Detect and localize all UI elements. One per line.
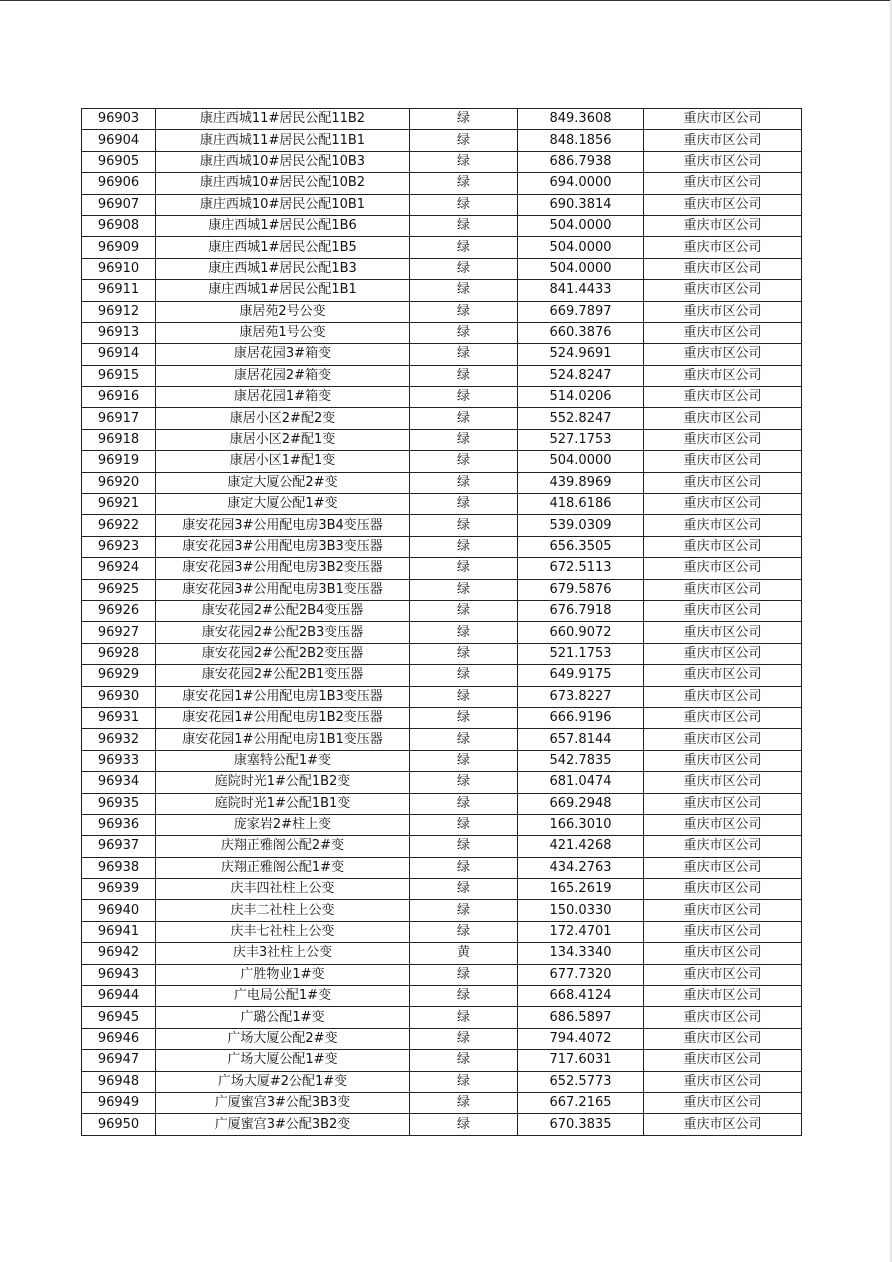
table-row bbox=[82, 579, 802, 600]
cell-company: 重庆市区公司 bbox=[644, 536, 802, 557]
table-row bbox=[82, 109, 802, 130]
cell-color-status: 绿 bbox=[410, 900, 518, 921]
table-row bbox=[82, 814, 802, 835]
cell-id: 96911 bbox=[82, 280, 156, 301]
cell-company: 重庆市区公司 bbox=[644, 836, 802, 857]
cell-value: 841.4433 bbox=[518, 280, 644, 301]
cell-id: 96949 bbox=[82, 1092, 156, 1113]
cell-station-name: 庞家岩2#柱上变 bbox=[156, 814, 410, 835]
cell-id: 96939 bbox=[82, 879, 156, 900]
cell-color-status: 绿 bbox=[410, 836, 518, 857]
cell-station-name: 广胜物业1#变 bbox=[156, 964, 410, 985]
cell-value: 166.3010 bbox=[518, 814, 644, 835]
cell-station-name: 康安花园3#公用配电房3B4变压器 bbox=[156, 515, 410, 536]
cell-color-status: 绿 bbox=[410, 729, 518, 750]
cell-company: 重庆市区公司 bbox=[644, 986, 802, 1007]
cell-color-status: 绿 bbox=[410, 237, 518, 258]
cell-value: 514.0206 bbox=[518, 387, 644, 408]
cell-id: 96923 bbox=[82, 536, 156, 557]
cell-station-name: 康安花园2#公配2B2变压器 bbox=[156, 643, 410, 664]
cell-color-status: 绿 bbox=[410, 109, 518, 130]
cell-value: 504.0000 bbox=[518, 451, 644, 472]
cell-value: 656.3505 bbox=[518, 536, 644, 557]
cell-color-status: 绿 bbox=[410, 451, 518, 472]
cell-id: 96905 bbox=[82, 151, 156, 172]
cell-company: 重庆市区公司 bbox=[644, 921, 802, 942]
table-row bbox=[82, 472, 802, 493]
cell-value: 666.9196 bbox=[518, 707, 644, 728]
cell-station-name: 庭院时光1#公配1B2变 bbox=[156, 772, 410, 793]
cell-company: 重庆市区公司 bbox=[644, 879, 802, 900]
cell-id: 96929 bbox=[82, 665, 156, 686]
table-row bbox=[82, 1007, 802, 1028]
cell-company: 重庆市区公司 bbox=[644, 964, 802, 985]
table-row bbox=[82, 600, 802, 621]
cell-id: 96906 bbox=[82, 173, 156, 194]
cell-company: 重庆市区公司 bbox=[644, 130, 802, 151]
cell-station-name: 庭院时光1#公配1B1变 bbox=[156, 793, 410, 814]
cell-value: 686.5897 bbox=[518, 1007, 644, 1028]
cell-station-name: 庆翔正雅阁公配2#变 bbox=[156, 836, 410, 857]
cell-company: 重庆市区公司 bbox=[644, 451, 802, 472]
cell-color-status: 绿 bbox=[410, 579, 518, 600]
cell-station-name: 广厦蜜宫3#公配3B3变 bbox=[156, 1092, 410, 1113]
cell-value: 694.0000 bbox=[518, 173, 644, 194]
cell-company: 重庆市区公司 bbox=[644, 1028, 802, 1049]
cell-station-name: 庆丰四社柱上公变 bbox=[156, 879, 410, 900]
cell-company: 重庆市区公司 bbox=[644, 793, 802, 814]
cell-station-name: 庆丰七社柱上公变 bbox=[156, 921, 410, 942]
cell-color-status: 绿 bbox=[410, 793, 518, 814]
cell-value: 504.0000 bbox=[518, 258, 644, 279]
cell-color-status: 绿 bbox=[410, 558, 518, 579]
cell-company: 重庆市区公司 bbox=[644, 665, 802, 686]
cell-id: 96932 bbox=[82, 729, 156, 750]
cell-station-name: 康安花园1#公用配电房1B2变压器 bbox=[156, 707, 410, 728]
cell-station-name: 庆丰3社柱上公变 bbox=[156, 943, 410, 964]
cell-color-status: 绿 bbox=[410, 387, 518, 408]
cell-company: 重庆市区公司 bbox=[644, 814, 802, 835]
cell-company: 重庆市区公司 bbox=[644, 173, 802, 194]
cell-color-status: 绿 bbox=[410, 964, 518, 985]
table-row bbox=[82, 494, 802, 515]
cell-id: 96909 bbox=[82, 237, 156, 258]
data-table bbox=[81, 108, 802, 1136]
cell-color-status: 绿 bbox=[410, 1007, 518, 1028]
table-row bbox=[82, 408, 802, 429]
cell-station-name: 康居苑2号公变 bbox=[156, 301, 410, 322]
table-row bbox=[82, 280, 802, 301]
cell-id: 96947 bbox=[82, 1050, 156, 1071]
cell-id: 96930 bbox=[82, 686, 156, 707]
cell-value: 649.9175 bbox=[518, 665, 644, 686]
table-row bbox=[82, 215, 802, 236]
cell-id: 96915 bbox=[82, 365, 156, 386]
cell-station-name: 康安花园2#公配2B4变压器 bbox=[156, 600, 410, 621]
cell-company: 重庆市区公司 bbox=[644, 750, 802, 771]
cell-station-name: 康居小区1#配1变 bbox=[156, 451, 410, 472]
cell-company: 重庆市区公司 bbox=[644, 1007, 802, 1028]
cell-value: 504.0000 bbox=[518, 237, 644, 258]
cell-color-status: 绿 bbox=[410, 194, 518, 215]
cell-value: 521.1753 bbox=[518, 643, 644, 664]
cell-value: 681.0474 bbox=[518, 772, 644, 793]
cell-station-name: 康庄西城1#居民公配1B6 bbox=[156, 215, 410, 236]
cell-value: 669.2948 bbox=[518, 793, 644, 814]
cell-color-status: 绿 bbox=[410, 1071, 518, 1092]
cell-value: 150.0330 bbox=[518, 900, 644, 921]
cell-id: 96903 bbox=[82, 109, 156, 130]
cell-value: 134.3340 bbox=[518, 943, 644, 964]
table-row bbox=[82, 194, 802, 215]
cell-id: 96914 bbox=[82, 344, 156, 365]
cell-value: 690.3814 bbox=[518, 194, 644, 215]
table-row bbox=[82, 836, 802, 857]
cell-color-status: 绿 bbox=[410, 408, 518, 429]
cell-color-status: 绿 bbox=[410, 707, 518, 728]
cell-company: 重庆市区公司 bbox=[644, 686, 802, 707]
cell-company: 重庆市区公司 bbox=[644, 215, 802, 236]
cell-color-status: 绿 bbox=[410, 130, 518, 151]
cell-value: 668.4124 bbox=[518, 986, 644, 1007]
cell-value: 165.2619 bbox=[518, 879, 644, 900]
cell-value: 421.4268 bbox=[518, 836, 644, 857]
cell-company: 重庆市区公司 bbox=[644, 772, 802, 793]
table-row bbox=[82, 1050, 802, 1071]
table-body bbox=[82, 109, 802, 1136]
table-row bbox=[82, 986, 802, 1007]
table-row bbox=[82, 151, 802, 172]
cell-value: 670.3835 bbox=[518, 1114, 644, 1135]
cell-color-status: 绿 bbox=[410, 344, 518, 365]
cell-company: 重庆市区公司 bbox=[644, 301, 802, 322]
cell-color-status: 绿 bbox=[410, 429, 518, 450]
cell-id: 96937 bbox=[82, 836, 156, 857]
cell-station-name: 康安花园3#公用配电房3B3变压器 bbox=[156, 536, 410, 557]
cell-color-status: 绿 bbox=[410, 301, 518, 322]
cell-color-status: 绿 bbox=[410, 622, 518, 643]
cell-station-name: 康居花园1#箱变 bbox=[156, 387, 410, 408]
cell-id: 96925 bbox=[82, 579, 156, 600]
cell-station-name: 康庄西城10#居民公配10B1 bbox=[156, 194, 410, 215]
cell-value: 673.8227 bbox=[518, 686, 644, 707]
cell-company: 重庆市区公司 bbox=[644, 237, 802, 258]
cell-company: 重庆市区公司 bbox=[644, 707, 802, 728]
table-row bbox=[82, 1028, 802, 1049]
cell-company: 重庆市区公司 bbox=[644, 1114, 802, 1135]
cell-company: 重庆市区公司 bbox=[644, 408, 802, 429]
cell-station-name: 康庄西城1#居民公配1B1 bbox=[156, 280, 410, 301]
cell-id: 96922 bbox=[82, 515, 156, 536]
cell-station-name: 康居苑1号公变 bbox=[156, 322, 410, 343]
cell-station-name: 庆丰二社柱上公变 bbox=[156, 900, 410, 921]
cell-company: 重庆市区公司 bbox=[644, 943, 802, 964]
cell-company: 重庆市区公司 bbox=[644, 494, 802, 515]
cell-color-status: 绿 bbox=[410, 600, 518, 621]
cell-id: 96940 bbox=[82, 900, 156, 921]
cell-station-name: 康庄西城11#居民公配11B1 bbox=[156, 130, 410, 151]
cell-station-name: 广场大厦公配2#变 bbox=[156, 1028, 410, 1049]
cell-value: 849.3608 bbox=[518, 109, 644, 130]
cell-station-name: 康庄西城1#居民公配1B5 bbox=[156, 237, 410, 258]
page-top-rule bbox=[0, 0, 892, 1]
cell-id: 96924 bbox=[82, 558, 156, 579]
table-row bbox=[82, 451, 802, 472]
cell-color-status: 绿 bbox=[410, 1028, 518, 1049]
cell-value: 434.2763 bbox=[518, 857, 644, 878]
cell-value: 504.0000 bbox=[518, 215, 644, 236]
cell-value: 539.0309 bbox=[518, 515, 644, 536]
cell-color-status: 绿 bbox=[410, 1092, 518, 1113]
cell-station-name: 康安花园1#公用配电房1B1变压器 bbox=[156, 729, 410, 750]
cell-station-name: 康庄西城10#居民公配10B2 bbox=[156, 173, 410, 194]
cell-company: 重庆市区公司 bbox=[644, 1050, 802, 1071]
cell-value: 667.2165 bbox=[518, 1092, 644, 1113]
cell-company: 重庆市区公司 bbox=[644, 280, 802, 301]
cell-value: 660.9072 bbox=[518, 622, 644, 643]
table-row bbox=[82, 1114, 802, 1135]
table-row bbox=[82, 515, 802, 536]
table-row bbox=[82, 900, 802, 921]
cell-value: 439.8969 bbox=[518, 472, 644, 493]
cell-id: 96938 bbox=[82, 857, 156, 878]
cell-color-status: 绿 bbox=[410, 814, 518, 835]
cell-id: 96913 bbox=[82, 322, 156, 343]
cell-color-status: 绿 bbox=[410, 986, 518, 1007]
cell-id: 96936 bbox=[82, 814, 156, 835]
cell-color-status: 绿 bbox=[410, 322, 518, 343]
cell-color-status: 绿 bbox=[410, 665, 518, 686]
cell-value: 794.4072 bbox=[518, 1028, 644, 1049]
cell-color-status: 绿 bbox=[410, 1114, 518, 1135]
table-row bbox=[82, 964, 802, 985]
cell-value: 652.5773 bbox=[518, 1071, 644, 1092]
cell-value: 660.3876 bbox=[518, 322, 644, 343]
cell-station-name: 广璐公配1#变 bbox=[156, 1007, 410, 1028]
cell-station-name: 康居小区2#配1变 bbox=[156, 429, 410, 450]
cell-color-status: 绿 bbox=[410, 921, 518, 942]
cell-id: 96950 bbox=[82, 1114, 156, 1135]
cell-value: 679.5876 bbox=[518, 579, 644, 600]
table-row bbox=[82, 237, 802, 258]
cell-id: 96907 bbox=[82, 194, 156, 215]
cell-id: 96948 bbox=[82, 1071, 156, 1092]
cell-id: 96944 bbox=[82, 986, 156, 1007]
cell-value: 542.7835 bbox=[518, 750, 644, 771]
cell-company: 重庆市区公司 bbox=[644, 472, 802, 493]
table-row bbox=[82, 857, 802, 878]
cell-company: 重庆市区公司 bbox=[644, 579, 802, 600]
cell-value: 669.7897 bbox=[518, 301, 644, 322]
cell-color-status: 绿 bbox=[410, 365, 518, 386]
cell-station-name: 康定大厦公配1#变 bbox=[156, 494, 410, 515]
cell-station-name: 康定大厦公配2#变 bbox=[156, 472, 410, 493]
cell-station-name: 康庄西城10#居民公配10B3 bbox=[156, 151, 410, 172]
cell-company: 重庆市区公司 bbox=[644, 1071, 802, 1092]
cell-id: 96921 bbox=[82, 494, 156, 515]
cell-color-status: 绿 bbox=[410, 258, 518, 279]
cell-id: 96927 bbox=[82, 622, 156, 643]
cell-id: 96918 bbox=[82, 429, 156, 450]
table-row bbox=[82, 365, 802, 386]
cell-station-name: 康安花园3#公用配电房3B2变压器 bbox=[156, 558, 410, 579]
cell-id: 96926 bbox=[82, 600, 156, 621]
cell-color-status: 绿 bbox=[410, 879, 518, 900]
cell-company: 重庆市区公司 bbox=[644, 429, 802, 450]
cell-station-name: 康庄西城11#居民公配11B2 bbox=[156, 109, 410, 130]
cell-station-name: 广场大厦公配1#变 bbox=[156, 1050, 410, 1071]
cell-value: 524.8247 bbox=[518, 365, 644, 386]
cell-value: 717.6031 bbox=[518, 1050, 644, 1071]
cell-color-status: 绿 bbox=[410, 750, 518, 771]
cell-id: 96916 bbox=[82, 387, 156, 408]
cell-color-status: 绿 bbox=[410, 515, 518, 536]
table-row bbox=[82, 429, 802, 450]
table-row bbox=[82, 1092, 802, 1113]
cell-company: 重庆市区公司 bbox=[644, 194, 802, 215]
cell-company: 重庆市区公司 bbox=[644, 365, 802, 386]
cell-id: 96943 bbox=[82, 964, 156, 985]
table-row bbox=[82, 665, 802, 686]
table-row bbox=[82, 558, 802, 579]
table-row bbox=[82, 643, 802, 664]
cell-color-status: 黄 bbox=[410, 943, 518, 964]
table-row bbox=[82, 173, 802, 194]
cell-company: 重庆市区公司 bbox=[644, 387, 802, 408]
cell-color-status: 绿 bbox=[410, 536, 518, 557]
cell-station-name: 康塞特公配1#变 bbox=[156, 750, 410, 771]
cell-value: 172.4701 bbox=[518, 921, 644, 942]
cell-color-status: 绿 bbox=[410, 280, 518, 301]
cell-id: 96935 bbox=[82, 793, 156, 814]
table-row bbox=[82, 1071, 802, 1092]
table-row bbox=[82, 344, 802, 365]
table-row bbox=[82, 622, 802, 643]
cell-id: 96908 bbox=[82, 215, 156, 236]
cell-id: 96910 bbox=[82, 258, 156, 279]
cell-value: 527.1753 bbox=[518, 429, 644, 450]
cell-color-status: 绿 bbox=[410, 1050, 518, 1071]
table-row bbox=[82, 301, 802, 322]
table-row bbox=[82, 130, 802, 151]
cell-id: 96928 bbox=[82, 643, 156, 664]
cell-color-status: 绿 bbox=[410, 857, 518, 878]
cell-station-name: 广电局公配1#变 bbox=[156, 986, 410, 1007]
cell-station-name: 广场大厦#2公配1#变 bbox=[156, 1071, 410, 1092]
cell-color-status: 绿 bbox=[410, 173, 518, 194]
cell-company: 重庆市区公司 bbox=[644, 258, 802, 279]
cell-company: 重庆市区公司 bbox=[644, 729, 802, 750]
table-row bbox=[82, 686, 802, 707]
cell-value: 686.7938 bbox=[518, 151, 644, 172]
cell-id: 96920 bbox=[82, 472, 156, 493]
cell-company: 重庆市区公司 bbox=[644, 622, 802, 643]
cell-company: 重庆市区公司 bbox=[644, 1092, 802, 1113]
table-row bbox=[82, 387, 802, 408]
cell-value: 552.8247 bbox=[518, 408, 644, 429]
cell-station-name: 康庄西城1#居民公配1B3 bbox=[156, 258, 410, 279]
cell-color-status: 绿 bbox=[410, 494, 518, 515]
cell-value: 418.6186 bbox=[518, 494, 644, 515]
cell-station-name: 康安花园2#公配2B1变压器 bbox=[156, 665, 410, 686]
table-row bbox=[82, 258, 802, 279]
table-row bbox=[82, 729, 802, 750]
cell-color-status: 绿 bbox=[410, 643, 518, 664]
cell-company: 重庆市区公司 bbox=[644, 600, 802, 621]
table-row bbox=[82, 921, 802, 942]
cell-color-status: 绿 bbox=[410, 772, 518, 793]
cell-value: 676.7918 bbox=[518, 600, 644, 621]
cell-color-status: 绿 bbox=[410, 151, 518, 172]
cell-id: 96933 bbox=[82, 750, 156, 771]
cell-id: 96945 bbox=[82, 1007, 156, 1028]
cell-company: 重庆市区公司 bbox=[644, 151, 802, 172]
cell-company: 重庆市区公司 bbox=[644, 322, 802, 343]
cell-id: 96931 bbox=[82, 707, 156, 728]
table-row bbox=[82, 322, 802, 343]
cell-id: 96912 bbox=[82, 301, 156, 322]
cell-station-name: 庆翔正雅阁公配1#变 bbox=[156, 857, 410, 878]
cell-company: 重庆市区公司 bbox=[644, 109, 802, 130]
cell-id: 96942 bbox=[82, 943, 156, 964]
cell-color-status: 绿 bbox=[410, 215, 518, 236]
cell-id: 96917 bbox=[82, 408, 156, 429]
cell-company: 重庆市区公司 bbox=[644, 344, 802, 365]
cell-station-name: 康安花园1#公用配电房1B3变压器 bbox=[156, 686, 410, 707]
cell-value: 657.8144 bbox=[518, 729, 644, 750]
cell-station-name: 广厦蜜宫3#公配3B2变 bbox=[156, 1114, 410, 1135]
table-row bbox=[82, 879, 802, 900]
cell-color-status: 绿 bbox=[410, 686, 518, 707]
cell-station-name: 康居小区2#配2变 bbox=[156, 408, 410, 429]
table-row bbox=[82, 793, 802, 814]
cell-station-name: 康居花园2#箱变 bbox=[156, 365, 410, 386]
cell-id: 96934 bbox=[82, 772, 156, 793]
table-row bbox=[82, 772, 802, 793]
cell-station-name: 康安花园2#公配2B3变压器 bbox=[156, 622, 410, 643]
cell-id: 96919 bbox=[82, 451, 156, 472]
cell-station-name: 康安花园3#公用配电房3B1变压器 bbox=[156, 579, 410, 600]
cell-value: 524.9691 bbox=[518, 344, 644, 365]
table-row bbox=[82, 536, 802, 557]
cell-company: 重庆市区公司 bbox=[644, 857, 802, 878]
cell-color-status: 绿 bbox=[410, 472, 518, 493]
cell-company: 重庆市区公司 bbox=[644, 643, 802, 664]
cell-id: 96941 bbox=[82, 921, 156, 942]
cell-id: 96904 bbox=[82, 130, 156, 151]
cell-value: 677.7320 bbox=[518, 964, 644, 985]
cell-company: 重庆市区公司 bbox=[644, 900, 802, 921]
cell-company: 重庆市区公司 bbox=[644, 515, 802, 536]
cell-value: 848.1856 bbox=[518, 130, 644, 151]
table-row bbox=[82, 750, 802, 771]
table-row bbox=[82, 943, 802, 964]
cell-id: 96946 bbox=[82, 1028, 156, 1049]
cell-value: 672.5113 bbox=[518, 558, 644, 579]
table-row bbox=[82, 707, 802, 728]
cell-company: 重庆市区公司 bbox=[644, 558, 802, 579]
cell-station-name: 康居花园3#箱变 bbox=[156, 344, 410, 365]
